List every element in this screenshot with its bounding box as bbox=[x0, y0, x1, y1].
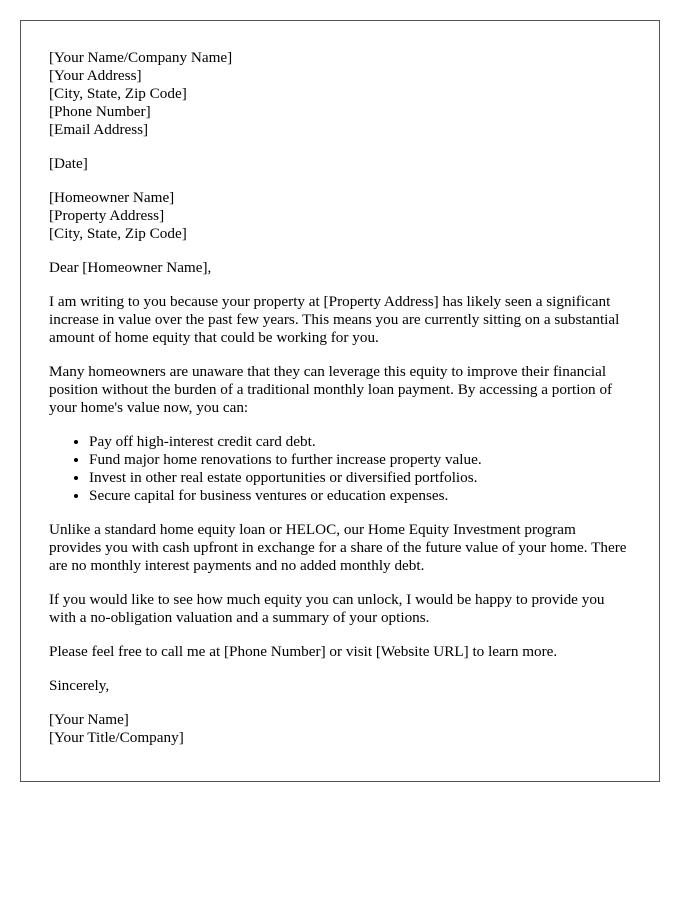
letter-content bbox=[49, 49, 629, 763]
benefit-item: • Fund major home renovations to further increase property value. bbox=[89, 451, 629, 469]
paragraph-leverage: Many homeowners are unaware that they can leverage this equity to improve their financial position without the burden of a traditional monthly loan payment. By accessing a portion of your home's value now, you can: bbox=[49, 363, 613, 416]
paragraph-program: Unlike a standard home equity loan or HELOC, our Home Equity Investment program provides you with cash upfront in exchange for a share of the future value of your home. There are no monthly interest payments and no added monthly debt. bbox=[49, 521, 627, 574]
letter-page bbox=[20, 20, 660, 782]
sender-phone: [Phone Number] bbox=[49, 103, 151, 120]
recipient-block bbox=[49, 189, 629, 243]
sender-city-state-zip: [City, State, Zip Code] bbox=[49, 85, 187, 102]
signature-title: [Your Title/Company] bbox=[49, 729, 184, 746]
sender-email: [Email Address] bbox=[49, 121, 149, 138]
sender-block bbox=[49, 49, 629, 139]
paragraph-contact: Please feel free to call me at [Phone Number] or visit [Website URL] to learn more. bbox=[49, 643, 558, 660]
benefit-item: • Invest in other real estate opportunities or diversified portfolios. bbox=[89, 469, 629, 487]
signature-name: [Your Name] bbox=[49, 711, 129, 728]
recipient-city-state-zip: [City, State, Zip Code] bbox=[49, 225, 187, 242]
benefits-list bbox=[49, 433, 629, 505]
signature-block bbox=[49, 711, 629, 747]
date-block bbox=[49, 155, 629, 173]
sender-address: [Your Address] bbox=[49, 67, 142, 84]
benefit-item: • Pay off high-interest credit card debt. bbox=[89, 433, 629, 451]
benefit-item: • Secure capital for business ventures or education expenses. bbox=[89, 487, 629, 505]
paragraph-intro: I am writing to you because your property at [Property Address] has likely seen a significant increase in value over the past few years. This means you are currently sitting on a substantial amount of home equity that could be working for you. bbox=[49, 293, 620, 346]
paragraph-offer: If you would like to see how much equity you can unlock, I would be happy to provide you with a no-obligation valuation and a summary of your options. bbox=[49, 591, 605, 626]
letter-date: [Date] bbox=[49, 155, 88, 172]
closing: Sincerely, bbox=[49, 677, 110, 694]
salutation: Dear [Homeowner Name], bbox=[49, 259, 212, 276]
recipient-address: [Property Address] bbox=[49, 207, 165, 224]
sender-name: [Your Name/Company Name] bbox=[49, 49, 233, 66]
recipient-name: [Homeowner Name] bbox=[49, 189, 175, 206]
